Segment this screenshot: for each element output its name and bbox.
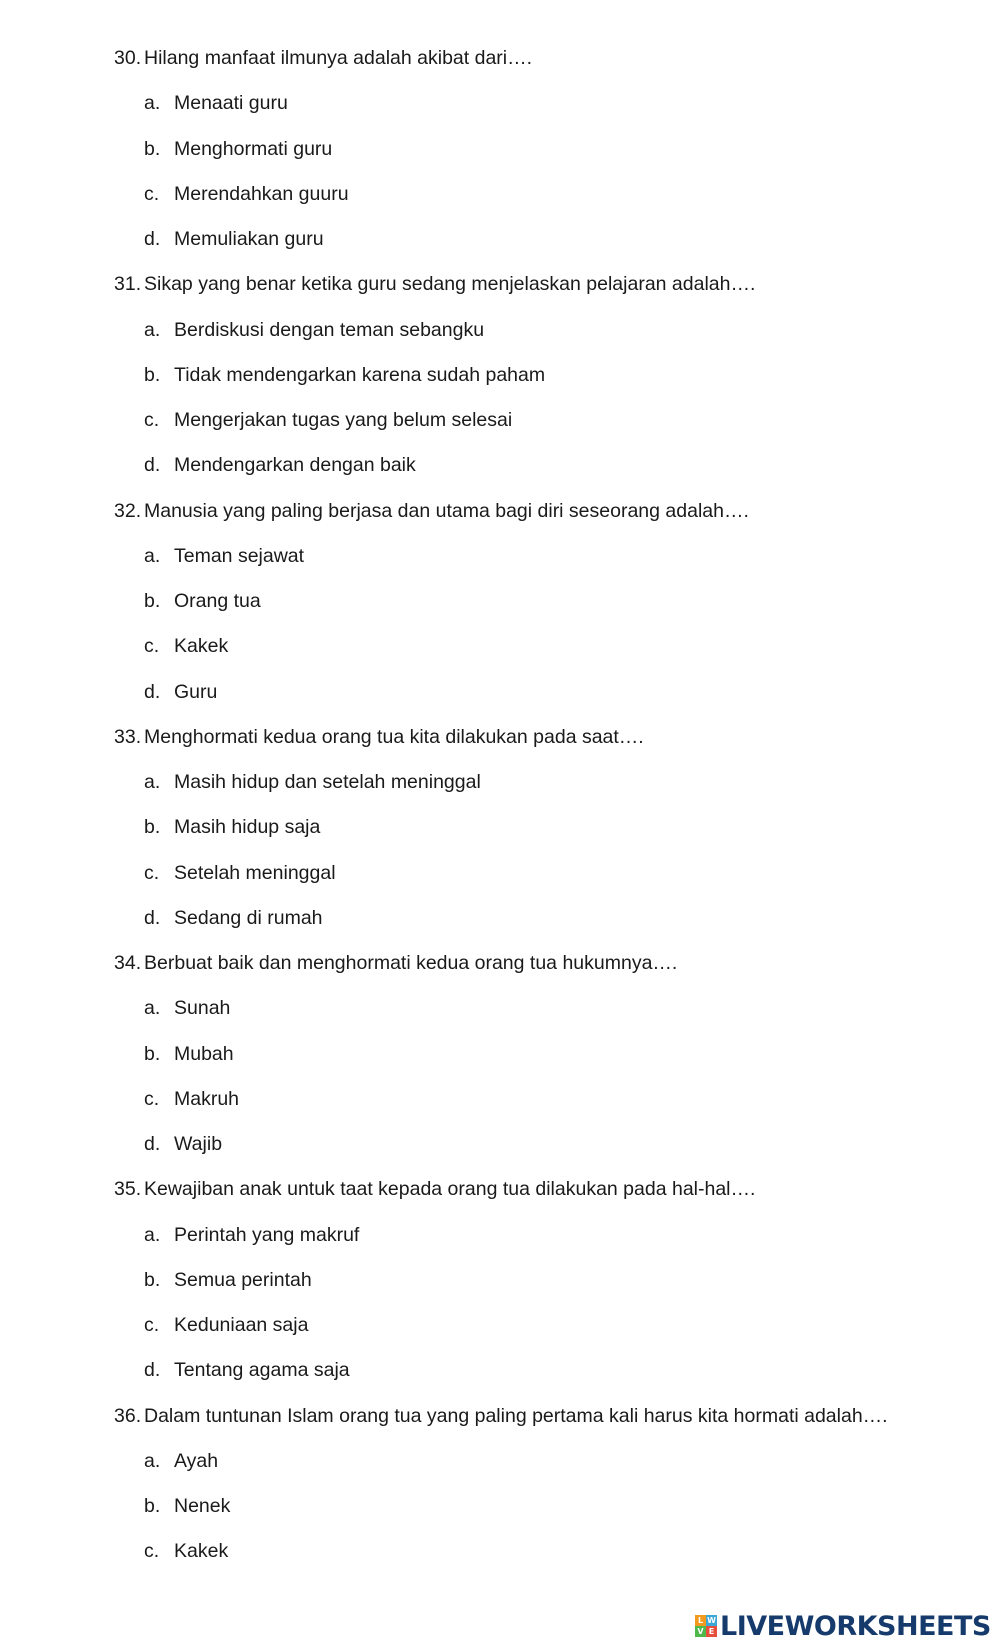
question-number: 35. xyxy=(114,1178,142,1200)
option-letter: a. xyxy=(144,1450,161,1472)
option-text: Sunah xyxy=(174,997,231,1019)
option-text: Menaati guru xyxy=(174,92,288,114)
logo-tile: L xyxy=(695,1615,706,1626)
option-letter: d. xyxy=(144,1359,161,1381)
question-text: Dalam tuntunan Islam orang tua yang paling pertama kali harus kita hormati adalah…. xyxy=(144,1405,888,1427)
option-letter: d. xyxy=(144,228,161,250)
option-letter: d. xyxy=(144,907,161,929)
option-letter: b. xyxy=(144,1495,161,1517)
option-letter: b. xyxy=(144,1269,161,1291)
option-text: Kakek xyxy=(174,1540,229,1562)
option-letter: a. xyxy=(144,319,161,341)
question-number: 34. xyxy=(114,952,142,974)
option-text: Mengerjakan tugas yang belum selesai xyxy=(174,409,513,431)
option-letter: b. xyxy=(144,816,161,838)
option-text: Wajib xyxy=(174,1133,223,1155)
option-text: Teman sejawat xyxy=(174,545,305,567)
question-text: Manusia yang paling berjasa dan utama bagi diri seseorang adalah…. xyxy=(144,500,749,522)
option-letter: a. xyxy=(144,997,161,1019)
option-text: Sedang di rumah xyxy=(174,907,323,929)
question-number: 36. xyxy=(114,1405,142,1427)
logo-tile: V xyxy=(695,1626,706,1637)
option-letter: c. xyxy=(144,635,160,657)
question-number: 32. xyxy=(114,500,142,522)
question-text: Sikap yang benar ketika guru sedang menjelaskan pelajaran adalah…. xyxy=(144,273,756,295)
option-letter: a. xyxy=(144,545,161,567)
option-text: Setelah meninggal xyxy=(174,862,336,884)
question-text: Menghormati kedua orang tua kita dilakukan pada saat…. xyxy=(144,726,644,748)
option-text: Masih hidup saja xyxy=(174,816,321,838)
option-text: Nenek xyxy=(174,1495,231,1517)
option-letter: c. xyxy=(144,1540,160,1562)
option-text: Keduniaan saja xyxy=(174,1314,309,1336)
option-letter: c. xyxy=(144,1314,160,1336)
option-text: Merendahkan guuru xyxy=(174,183,349,205)
option-letter: d. xyxy=(144,454,161,476)
option-letter: a. xyxy=(144,92,161,114)
option-letter: c. xyxy=(144,1088,160,1110)
option-letter: c. xyxy=(144,183,160,205)
option-text: Tentang agama saja xyxy=(174,1359,350,1381)
option-letter: d. xyxy=(144,681,161,703)
option-text: Berdiskusi dengan teman sebangku xyxy=(174,319,485,341)
option-text: Makruh xyxy=(174,1088,240,1110)
option-letter: b. xyxy=(144,1043,161,1065)
logo-tile: W xyxy=(707,1616,716,1625)
option-letter: b. xyxy=(144,138,161,160)
option-text: Ayah xyxy=(174,1450,219,1472)
option-text: Tidak mendengarkan karena sudah paham xyxy=(174,364,546,386)
option-letter: a. xyxy=(144,1224,161,1246)
question-number: 31. xyxy=(114,273,142,295)
watermark-text: LIVEWORKSHEETS xyxy=(720,1610,991,1642)
option-text: Orang tua xyxy=(174,590,261,612)
logo-tile: E xyxy=(706,1626,717,1637)
option-letter: c. xyxy=(144,409,160,431)
option-letter: c. xyxy=(144,862,160,884)
option-letter: d. xyxy=(144,1133,161,1155)
option-text: Mendengarkan dengan baik xyxy=(174,454,416,476)
question-text: Kewajiban anak untuk taat kepada orang tua dilakukan pada hal-hal…. xyxy=(144,1178,756,1200)
liveworksheets-watermark xyxy=(695,1611,991,1641)
question-number: 30. xyxy=(114,47,142,69)
question-text: Berbuat baik dan menghormati kedua orang tua hukumnya…. xyxy=(144,952,678,974)
question-number: 33. xyxy=(114,726,142,748)
liveworksheets-logo-icon xyxy=(695,1615,717,1637)
option-text: Guru xyxy=(174,681,218,703)
option-text: Mubah xyxy=(174,1043,234,1065)
option-letter: a. xyxy=(144,771,161,793)
option-text: Masih hidup dan setelah meninggal xyxy=(174,771,481,793)
option-text: Perintah yang makruf xyxy=(174,1224,360,1246)
option-letter: b. xyxy=(144,364,161,386)
option-letter: b. xyxy=(144,590,161,612)
option-text: Menghormati guru xyxy=(174,138,333,160)
option-text: Kakek xyxy=(174,635,229,657)
option-text: Semua perintah xyxy=(174,1269,312,1291)
option-text: Memuliakan guru xyxy=(174,228,324,250)
question-text: Hilang manfaat ilmunya adalah akibat dari…. xyxy=(144,47,533,69)
